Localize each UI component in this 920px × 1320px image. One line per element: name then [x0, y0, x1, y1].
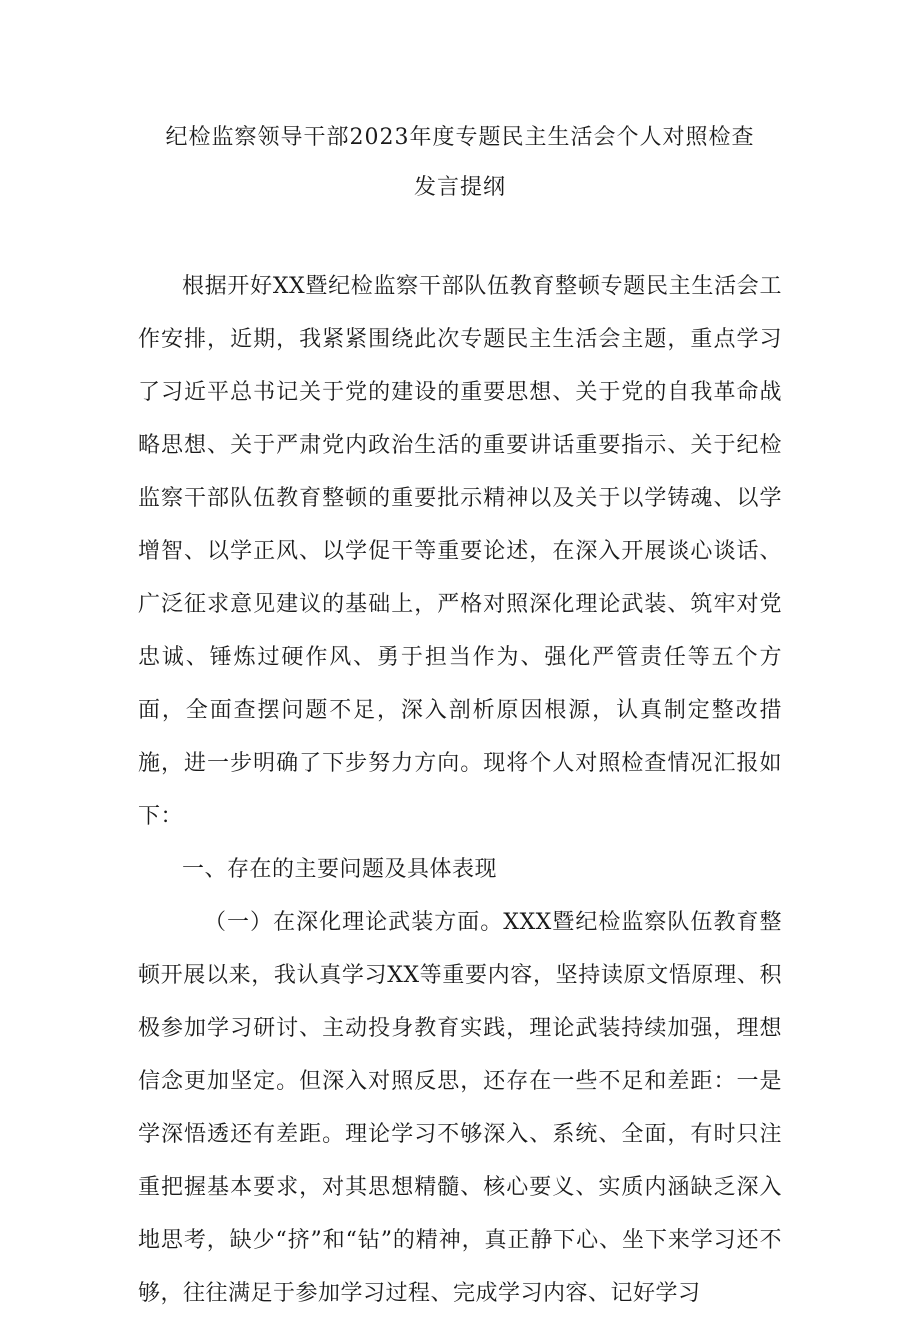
intro-paragraph: 根据开好XX暨纪检监察干部队伍教育整顿专题民主生活会工作安排，近期，我紧紧围绕此次专题民主生活会主题，重点学习了习近平总书记关于党的建设的重要思想、关于党的自我革命战略思想、关于严肃党内政治生活的重要讲话重要指示、关于纪检监察干部队伍教育整顿的重要批示精神以及关于以学铸魂、以学增智、以学正风、以学促干等重要论述，在深入开展谈心谈话、广泛征求意见建议的基础上，严格对照深化理论武装、筑牢对党忠诚、锤炼过硬作风、勇于担当作为、强化严管责任等五个方面，全面查摆问题不足，深入剖析原因根源，认真制定整改措施，进一步明确了下步努力方向。现将个人对照检查情况汇报如下： — [138, 274, 782, 829]
section-heading: 一、存在的主要问题及具体表现 — [182, 857, 498, 882]
document-body — [138, 260, 782, 1320]
document-title-line-2: 发言提纲 — [413, 175, 506, 200]
subsection-paragraph: （一）在深化理论武装方面。XXX暨纪检监察队伍教育整顿开展以来，我认真学习XX等重要内容，坚持读原文悟原理、积极参加学习研讨、主动投身教育实践，理论武装持续加强，理想信念更加坚定。但深入对照反思，还存在一些不足和差距：一是学深悟透还有差距。理论学习不够深入、系统、全面，有时只注重把握基本要求，对其思想精髓、核心要义、实质内涵缺乏深入地思考，缺少“挤”和“钻”的精神，真正静下心、坐下来学习还不够，往往满足于参加学习过程、完成学习内容、记好学习 — [138, 910, 782, 1306]
document-title-line-1: 纪检监察领导干部2023年度专题民主生活会个人对照检查 — [165, 125, 755, 150]
